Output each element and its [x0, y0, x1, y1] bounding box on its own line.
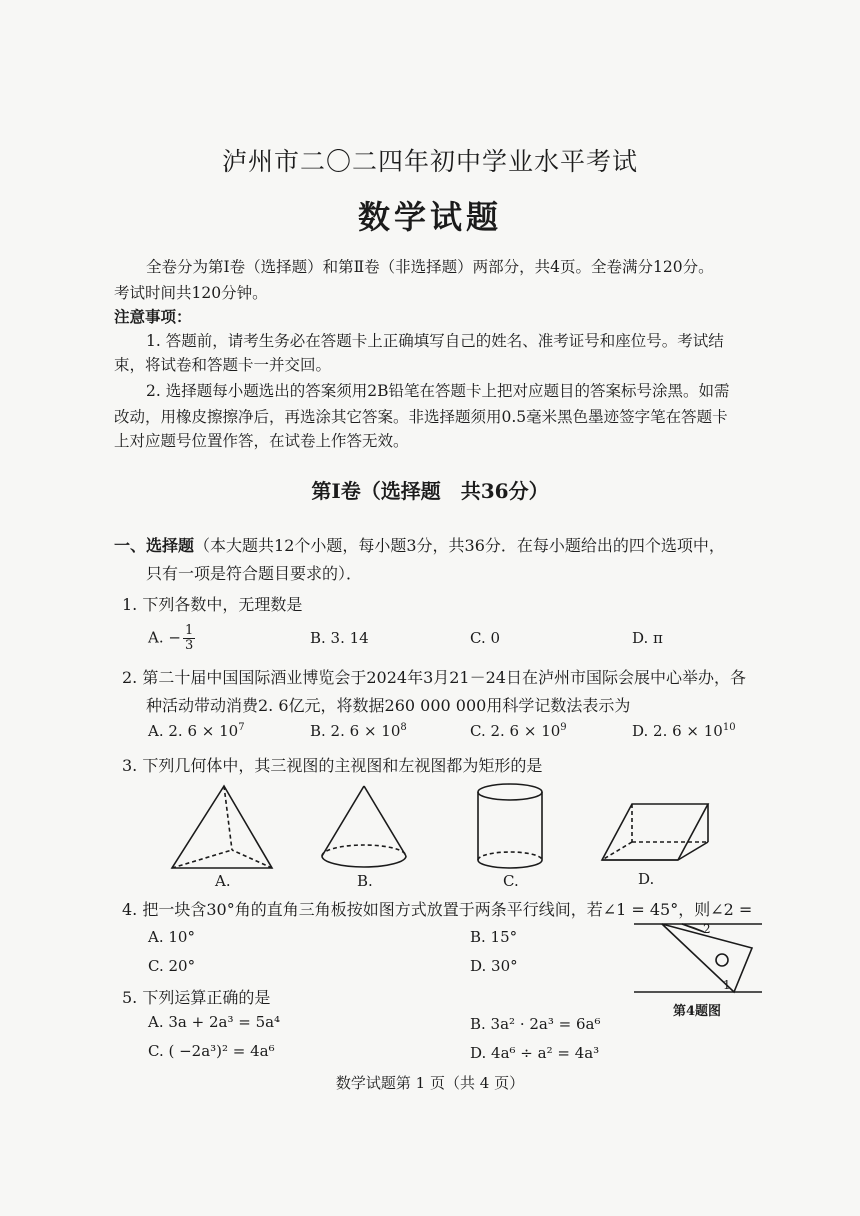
q2-option-d-base: D. 2. 6 × 10 — [632, 722, 723, 740]
part-desc-b: 只有一项是符合题目要求的）． — [146, 564, 363, 583]
q2-option-a — [148, 722, 245, 740]
notice-2a: 2. 选择题每小题选出的答案须用2B铅笔在答题卡上把对应题目的答案标号涂黑。如需 — [146, 382, 730, 400]
q1-option-d: D. π — [632, 629, 663, 647]
q1-stem: 1. 下列各数中，无理数是 — [122, 595, 303, 614]
q3-stem: 3. 下列几何体中，其三视图的主视图和左视图都为矩形的是 — [122, 756, 543, 775]
q3-label-b: B. — [357, 872, 373, 890]
q4-option-c: C. 20° — [148, 957, 196, 975]
q3-figure-c-cylinder — [472, 780, 548, 876]
part-desc-a: （本大题共12个小题，每小题3分，共36分．在每小题给出的四个选项中， — [194, 536, 725, 555]
q5-option-a: A. 3a + 2a³ = 5a⁴ — [148, 1013, 281, 1031]
q5-option-d: D. 4a⁶ ÷ a² = 4a³ — [470, 1044, 600, 1062]
q5-stem: 5. 下列运算正确的是 — [122, 988, 271, 1007]
intro-line-2: 考试时间共120分钟。 — [114, 284, 268, 302]
q2-option-a-base: A. 2. 6 × 10 — [148, 722, 239, 740]
q5-option-b: B. 3a² · 2a³ = 6a⁶ — [470, 1015, 601, 1033]
q2-option-d — [632, 722, 736, 740]
q4-figure-caption: 第4题图 — [673, 1004, 722, 1019]
notice-1a: 1. 答题前，请考生务必在答题卡上正确填写自己的姓名、准考证号和座位号。考试结 — [146, 332, 724, 350]
notice-heading: 注意事项： — [114, 307, 192, 326]
q3-figure-d-prism — [598, 798, 712, 870]
q1-option-a — [148, 624, 195, 653]
q2-option-b-exp: 8 — [400, 722, 407, 733]
q2-option-c-base: C. 2. 6 × 10 — [470, 722, 561, 740]
q4-figure-triangle-between-parallels — [634, 918, 764, 998]
exam-title: 泸州市二〇二四年初中学业水平考试 — [221, 147, 638, 176]
q1-option-b: B. 3. 14 — [310, 629, 369, 647]
q4-option-b: B. 15° — [470, 928, 518, 946]
q2-stem-b: 种活动带动消费2. 6亿元，将数据260 000 000用科学记数法表示为 — [146, 696, 631, 715]
q1-option-a-label: A. − — [148, 628, 181, 647]
q3-figure-a-pyramid — [168, 782, 280, 874]
subject-title: 数学试题 — [357, 198, 502, 236]
q2-option-d-exp: 10 — [722, 722, 736, 733]
q1-option-c: C. 0 — [470, 629, 501, 647]
q4-angle-1-label: 1 — [723, 978, 731, 992]
q4-stem: 4. 把一块含30°角的直角三角板按如图方式放置于两条平行线间，若∠1 = 45°，则∠2 = — [122, 900, 753, 919]
page-footer: 数学试题第 1 页（共 4 页） — [335, 1074, 525, 1092]
q2-option-b — [310, 722, 407, 740]
q2-option-c-exp: 9 — [560, 722, 567, 733]
q3-label-c: C. — [503, 872, 519, 890]
section-title: 第Ⅰ卷（选择题 共36分） — [311, 479, 549, 503]
fraction — [183, 624, 195, 653]
q3-label-d: D. — [638, 870, 655, 888]
fraction-numerator: 1 — [184, 623, 194, 638]
notice-2b: 改动，用橡皮擦擦净后，再选涂其它答案。非选择题须用0.5毫米黑色墨迹签字笔在答题卡 — [114, 408, 728, 426]
fraction-denominator: 3 — [184, 638, 194, 653]
q4-option-a: A. 10° — [148, 928, 195, 946]
part-heading — [114, 533, 725, 556]
notice-1b: 束，将试卷和答题卡一并交回。 — [114, 356, 332, 374]
part-label: 一、选择题 — [114, 536, 195, 555]
intro-line-1: 全卷分为第Ⅰ卷（选择题）和第Ⅱ卷（非选择题）两部分，共4页。全卷满分120分。 — [146, 258, 714, 276]
q3-label-a: A. — [215, 872, 231, 890]
q2-option-c — [470, 722, 567, 740]
q4-option-d: D. 30° — [470, 957, 518, 975]
q2-stem-a: 2. 第二十届中国国际酒业博览会于2024年3月21－24日在泸州市国际会展中心举办，各 — [122, 668, 746, 687]
q2-option-a-exp: 7 — [238, 722, 245, 733]
q5-option-c: C. ( −2a³)² = 4a⁶ — [148, 1042, 275, 1060]
q2-option-b-base: B. 2. 6 × 10 — [310, 722, 401, 740]
q3-figure-b-cone — [318, 782, 410, 874]
q4-angle-2-label: 2 — [703, 922, 711, 936]
notice-2c: 上对应题号位置作答，在试卷上作答无效。 — [114, 432, 409, 450]
